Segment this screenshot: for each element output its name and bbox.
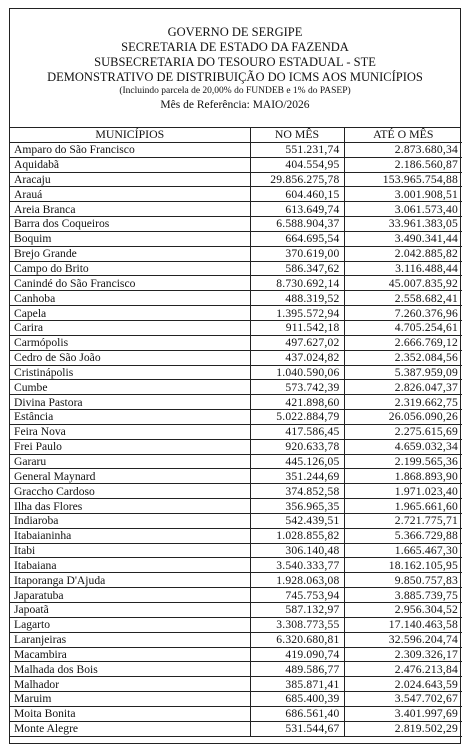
table-row: [10, 380, 462, 395]
cumulative-value: 7.260.376,96: [344, 306, 462, 321]
table-row: [10, 187, 462, 202]
municipality-name: Monte Alegre: [10, 721, 250, 736]
month-value: 685.400,39: [250, 692, 344, 707]
month-value: 417.586,45: [250, 424, 344, 439]
municipality-name: Aracaju: [10, 172, 250, 187]
table-row: [10, 692, 462, 707]
month-value: 664.695,54: [250, 231, 344, 246]
cumulative-value: 3.547.702,67: [344, 692, 462, 707]
table-row: [10, 454, 462, 469]
table-row: [10, 246, 462, 261]
cumulative-value: 2.826.047,37: [344, 380, 462, 395]
reference-month: Mês de Referência: MAIO/2026: [160, 99, 310, 111]
table-row: [10, 632, 462, 647]
municipality-name: Areia Branca: [10, 202, 250, 217]
table-row: [10, 706, 462, 721]
municipality-name: Itabaianinha: [10, 528, 250, 543]
table-row: [10, 217, 462, 232]
document-header: [10, 9, 460, 128]
cumulative-value: 18.162.105,95: [344, 558, 462, 573]
month-value: 8.730.692,14: [250, 276, 344, 291]
month-value: 29.856.275,78: [250, 172, 344, 187]
month-value: 1.028.855,82: [250, 528, 344, 543]
municipality-name: Lagarto: [10, 617, 250, 632]
column-header-no-mes: NO MÊS: [250, 128, 344, 142]
cumulative-value: 33.961.383,05: [344, 217, 462, 232]
table-row: [10, 335, 462, 350]
cumulative-value: 3.001.908,51: [344, 187, 462, 202]
cumulative-value: 2.186.560,87: [344, 157, 462, 172]
municipality-name: Cristinápolis: [10, 365, 250, 380]
cumulative-value: 2.476.213,84: [344, 662, 462, 677]
municipality-name: Malhador: [10, 677, 250, 692]
document-note: (Incluindo parcela de 20,00% do FUNDEB e 1% do PASEP): [119, 86, 351, 96]
municipality-name: Macambira: [10, 647, 250, 662]
municipality-name: Barra dos Coqueiros: [10, 217, 250, 232]
cumulative-value: 2.558.682,41: [344, 291, 462, 306]
cumulative-value: 5.387.959,09: [344, 365, 462, 380]
header-subsecretariat: SUBSECRETARIA DO TESOURO ESTADUAL - STE: [94, 55, 376, 69]
month-value: 1.395.572,94: [250, 306, 344, 321]
header-government: GOVERNO DE SERGIPE: [167, 25, 303, 39]
cumulative-value: 9.850.757,83: [344, 573, 462, 588]
month-value: 437.024,82: [250, 350, 344, 365]
cumulative-value: 2.352.084,56: [344, 350, 462, 365]
month-value: 306.140,48: [250, 543, 344, 558]
month-value: 497.627,02: [250, 335, 344, 350]
month-value: 421.898,60: [250, 395, 344, 410]
month-value: 489.586,77: [250, 662, 344, 677]
table-row: [10, 261, 462, 276]
cumulative-value: 2.275.615,69: [344, 424, 462, 439]
table-row: [10, 306, 462, 321]
cumulative-value: 45.007.835,92: [344, 276, 462, 291]
month-value: 745.753,94: [250, 588, 344, 603]
municipality-name: Malhada dos Bois: [10, 662, 250, 677]
table-row: [10, 202, 462, 217]
municipality-name: Divina Pastora: [10, 395, 250, 410]
month-value: 1.928.063,08: [250, 573, 344, 588]
document-title: DEMONSTRATIVO DE DISTRIBUIÇÃO DO ICMS AOS MUNICÍPIOS: [47, 70, 423, 84]
municipality-name: Amparo do São Francisco: [10, 142, 250, 157]
municipality-name: Itabi: [10, 543, 250, 558]
municipality-name: Itaporanga D'Ajuda: [10, 573, 250, 588]
month-value: 370.619,00: [250, 246, 344, 261]
month-value: 920.633,78: [250, 439, 344, 454]
month-value: 374.852,58: [250, 484, 344, 499]
month-value: 531.544,67: [250, 721, 344, 736]
cumulative-value: 1.965.661,60: [344, 499, 462, 514]
month-value: 445.126,05: [250, 454, 344, 469]
municipality-name: Laranjeiras: [10, 632, 250, 647]
header-secretariat: SECRETARIA DE ESTADO DA FAZENDA: [121, 40, 349, 54]
table-row: [10, 395, 462, 410]
table-row: [10, 721, 462, 736]
table-row: [10, 469, 462, 484]
cumulative-value: 2.309.326,17: [344, 647, 462, 662]
municipality-name: Gararu: [10, 454, 250, 469]
municipality-name: Maruim: [10, 692, 250, 707]
cumulative-value: 3.116.488,44: [344, 261, 462, 276]
table-row: [10, 276, 462, 291]
month-value: 404.554,95: [250, 157, 344, 172]
month-value: 1.040.590,06: [250, 365, 344, 380]
cumulative-value: 1.971.023,40: [344, 484, 462, 499]
column-header-ate-o-mes: ATÉ O MÊS: [344, 128, 462, 142]
municipality-name: Canhoba: [10, 291, 250, 306]
cumulative-value: 2.956.304,52: [344, 603, 462, 618]
table-row: [10, 172, 462, 187]
table-row: [10, 499, 462, 514]
table-row: [10, 647, 462, 662]
cumulative-value: 2.024.643,59: [344, 677, 462, 692]
month-value: 6.588.904,37: [250, 217, 344, 232]
month-value: 419.090,74: [250, 647, 344, 662]
municipality-name: Canindé do São Francisco: [10, 276, 250, 291]
municipality-name: Cedro de São João: [10, 350, 250, 365]
municipality-name: Graccho Cardoso: [10, 484, 250, 499]
cumulative-value: 2.199.565,36: [344, 454, 462, 469]
municipality-name: Capela: [10, 306, 250, 321]
table-row: [10, 603, 462, 618]
municipality-name: Frei Paulo: [10, 439, 250, 454]
municipality-name: Japoatã: [10, 603, 250, 618]
municipality-name: Indiaroba: [10, 513, 250, 528]
table-row: [10, 588, 462, 603]
cumulative-value: 4.705.254,61: [344, 320, 462, 335]
municipality-name: Estância: [10, 410, 250, 425]
municipality-name: Ilha das Flores: [10, 499, 250, 514]
month-value: 385.871,41: [250, 677, 344, 692]
table-header-row: [10, 128, 462, 142]
cumulative-value: 3.061.573,40: [344, 202, 462, 217]
table-row: [10, 365, 462, 380]
table-row: [10, 410, 462, 425]
month-value: 5.022.884,79: [250, 410, 344, 425]
table-row: [10, 484, 462, 499]
month-value: 351.244,69: [250, 469, 344, 484]
month-value: 3.308.773,55: [250, 617, 344, 632]
cumulative-value: 4.659.032,34: [344, 439, 462, 454]
table-row: [10, 617, 462, 632]
month-value: 6.320.680,81: [250, 632, 344, 647]
cumulative-value: 26.056.090,26: [344, 410, 462, 425]
table-row: [10, 543, 462, 558]
cumulative-value: 3.490.341,44: [344, 231, 462, 246]
month-value: 604.460,15: [250, 187, 344, 202]
month-value: 613.649,74: [250, 202, 344, 217]
month-value: 686.561,40: [250, 706, 344, 721]
table-row: [10, 231, 462, 246]
municipality-name: Carmópolis: [10, 335, 250, 350]
cumulative-value: 3.885.739,75: [344, 588, 462, 603]
cumulative-value: 32.596.204,74: [344, 632, 462, 647]
cumulative-value: 2.319.662,75: [344, 395, 462, 410]
municipality-name: Carira: [10, 320, 250, 335]
month-value: 3.540.333,77: [250, 558, 344, 573]
cumulative-value: 2.873.680,34: [344, 142, 462, 157]
municipality-name: Cumbe: [10, 380, 250, 395]
column-header-municipios: MUNICÍPIOS: [10, 128, 250, 142]
table-row: [10, 350, 462, 365]
month-value: 586.347,62: [250, 261, 344, 276]
table-row: [10, 573, 462, 588]
table-row: [10, 513, 462, 528]
cumulative-value: 5.366.729,88: [344, 528, 462, 543]
month-value: 573.742,39: [250, 380, 344, 395]
cumulative-value: 3.401.997,69: [344, 706, 462, 721]
distribution-table: [10, 128, 462, 737]
table-row: [10, 424, 462, 439]
cumulative-value: 2.721.775,71: [344, 513, 462, 528]
municipality-name: Aquidabã: [10, 157, 250, 172]
municipality-name: Arauá: [10, 187, 250, 202]
month-value: 356.965,35: [250, 499, 344, 514]
table-row: [10, 662, 462, 677]
month-value: 542.439,51: [250, 513, 344, 528]
cumulative-value: 2.819.502,29: [344, 721, 462, 736]
municipality-name: Boquim: [10, 231, 250, 246]
cumulative-value: 2.666.769,12: [344, 335, 462, 350]
cumulative-value: 2.042.885,82: [344, 246, 462, 261]
municipality-name: General Maynard: [10, 469, 250, 484]
table-row: [10, 677, 462, 692]
table-row: [10, 291, 462, 306]
table-row: [10, 142, 462, 157]
month-value: 911.542,18: [250, 320, 344, 335]
cumulative-value: 153.965.754,88: [344, 172, 462, 187]
month-value: 551.231,74: [250, 142, 344, 157]
municipality-name: Japaratuba: [10, 588, 250, 603]
month-value: 488.319,52: [250, 291, 344, 306]
municipality-name: Moita Bonita: [10, 706, 250, 721]
table-row: [10, 320, 462, 335]
cumulative-value: 1.868.893,90: [344, 469, 462, 484]
table-row: [10, 439, 462, 454]
icms-distribution-sheet: [9, 8, 461, 744]
table-row: [10, 157, 462, 172]
municipality-name: Feira Nova: [10, 424, 250, 439]
month-value: 587.132,97: [250, 603, 344, 618]
municipality-name: Brejo Grande: [10, 246, 250, 261]
table-row: [10, 558, 462, 573]
table-row: [10, 528, 462, 543]
municipality-name: Itabaiana: [10, 558, 250, 573]
cumulative-value: 1.665.467,30: [344, 543, 462, 558]
municipality-name: Campo do Brito: [10, 261, 250, 276]
cumulative-value: 17.140.463,58: [344, 617, 462, 632]
